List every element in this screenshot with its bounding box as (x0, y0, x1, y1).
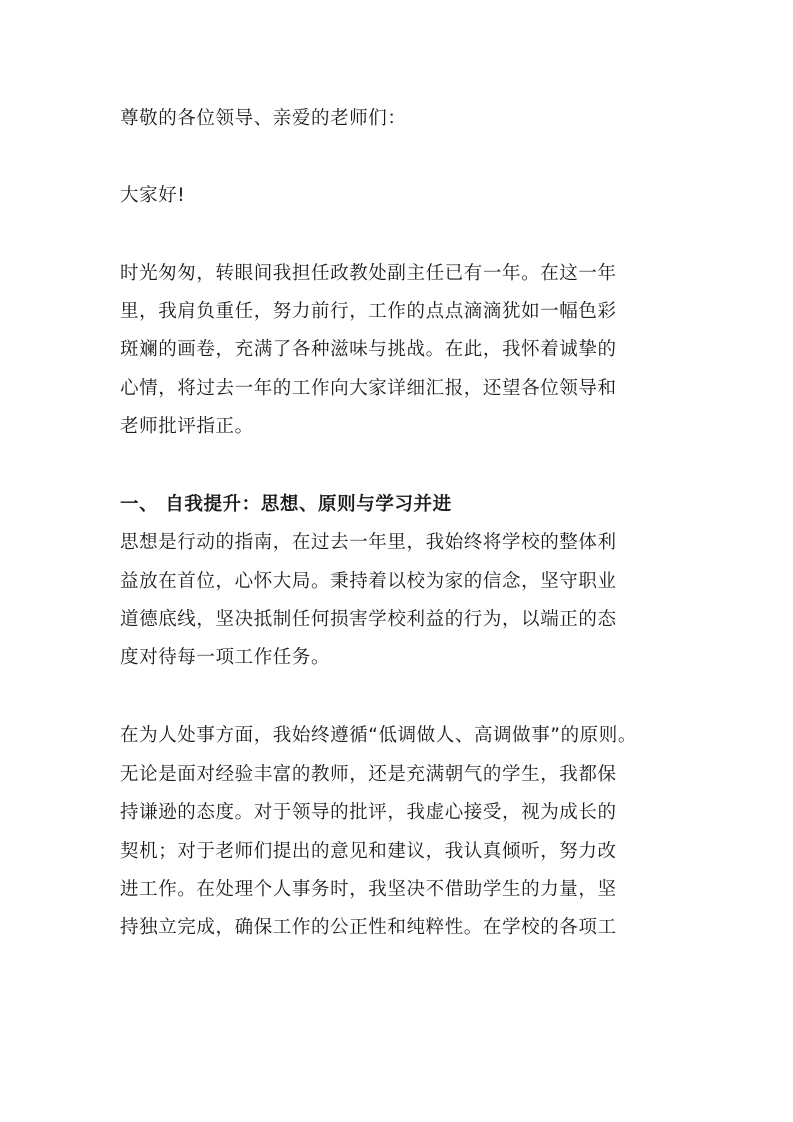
paragraph-line: 道德底线，坚决抵制任何损害学校利益的行为，以端正的态 (120, 609, 617, 630)
paragraph-line: 思想是行动的指南，在过去一年里，我始终将学校的整体利 (120, 532, 617, 553)
paragraph-line: 契机；对于老师们提出的意见和建议，我认真倾听，努力改 (120, 841, 617, 862)
paragraph-line: 在为人处事方面，我始终遵循“低调做人、高调做事”的原则。 (120, 725, 637, 746)
paragraph-line: 进工作。在处理个人事务时，我坚决不借助学生的力量，坚 (120, 879, 617, 900)
intro-line: 时光匆匆，转眼间我担任政教处副主任已有一年。在这一年 (120, 263, 617, 284)
intro-line: 里，我肩负重任，努力前行，工作的点点滴滴犹如一幅色彩 (120, 301, 617, 322)
intro-line: 老师批评指正。 (120, 416, 254, 437)
paragraph-line: 度对待每一项工作任务。 (120, 647, 331, 668)
intro-line: 斑斓的画卷，充满了各种滋味与挑战。在此，我怀着诚挚的 (120, 339, 617, 360)
greeting: 大家好! (120, 185, 186, 206)
section-heading: 一、 自我提升：思想、原则与学习并进 (120, 494, 452, 515)
paragraph-line: 持谦逊的态度。对于领导的批评，我虚心接受，视为成长的 (120, 802, 617, 823)
intro-line: 心情，将过去一年的工作向大家详细汇报，还望各位领导和 (120, 378, 617, 399)
paragraph-line: 益放在首位，心怀大局。秉持着以校为家的信念，坚守职业 (120, 571, 617, 592)
paragraph-line: 持独立完成，确保工作的公正性和纯粹性。在学校的各项工 (120, 917, 617, 938)
paragraph-line: 无论是面对经验丰富的教师，还是充满朝气的学生，我都保 (120, 764, 617, 785)
salutation: 尊敬的各位领导、亲爱的老师们： (120, 108, 407, 129)
